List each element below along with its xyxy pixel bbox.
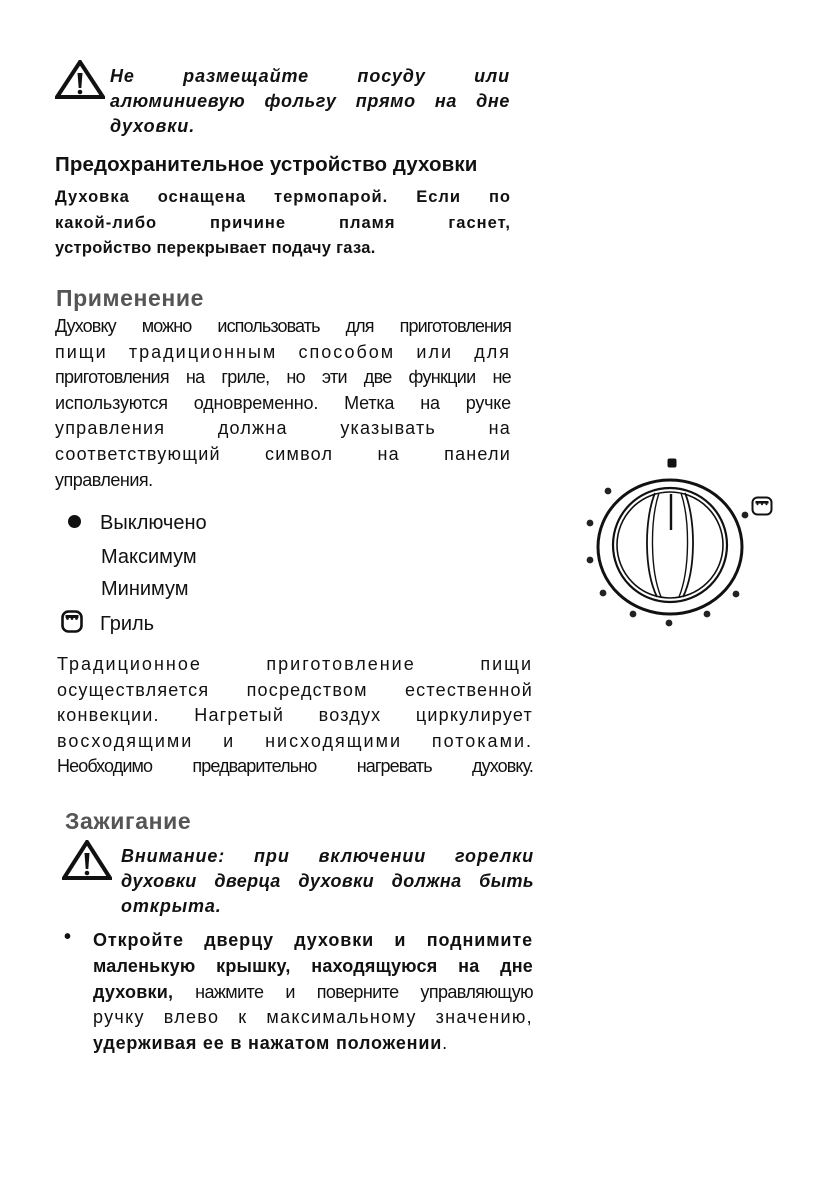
safety-line: устройство перекрывает подачу газа.	[55, 239, 376, 257]
warning-triangle-icon	[62, 840, 112, 880]
usage-paragraph	[55, 314, 511, 493]
usage-line: соответствующий символ на панели	[55, 443, 511, 464]
usage-line: используются одновременно. Метка на ручке	[55, 392, 511, 413]
usage-line: управления должна указывать на	[55, 418, 511, 439]
convection-paragraph	[57, 652, 533, 780]
filled-dot-icon	[68, 515, 81, 528]
convection-line: Необходимо предварительно нагревать духовку.	[57, 756, 533, 777]
step-line: Откройте дверцу духовки и поднимите	[93, 930, 533, 950]
warning-1-line: алюминиевую фольгу прямо на дне	[110, 91, 510, 111]
ignition-step	[62, 928, 537, 1068]
control-knob-diagram	[575, 450, 790, 635]
warning-block-1	[55, 60, 515, 140]
grill-marker-icon	[753, 498, 772, 515]
usage-line: управления.	[55, 469, 153, 490]
step-line	[93, 980, 533, 1006]
warning-block-2	[62, 840, 537, 920]
grill-icon	[61, 610, 83, 633]
warning-1-line: духовки.	[110, 116, 196, 136]
usage-line: пищи традиционным способом или для	[55, 341, 511, 362]
safety-heading: Предохранительное устройство духовки	[55, 153, 478, 176]
step-line: маленькую крышку, находящуюся на дне	[93, 955, 533, 976]
usage-heading: Применение	[56, 285, 205, 311]
legend-label-min: Минимум	[101, 578, 189, 600]
usage-line: приготовления на гриле, но эти две функции не	[55, 367, 511, 388]
convection-line: осуществляется посредством естественной	[57, 679, 533, 700]
convection-line: восходящими и нисходящими потоками.	[57, 730, 533, 751]
step-bold-text: духовки,	[93, 981, 174, 1002]
convection-line: Традиционное приготовление пищи	[57, 654, 533, 674]
step-line: ручку влево к максимальному значению,	[93, 1007, 533, 1028]
step-regular-text: нажмите и поверните управляющую	[173, 981, 533, 1002]
bullet-icon: •	[64, 926, 72, 948]
legend-label-max: Максимум	[101, 546, 197, 568]
off-marker-icon	[668, 459, 677, 468]
safety-paragraph	[55, 185, 511, 262]
knob-legend	[60, 508, 280, 638]
warning-1-line: Не размещайте посуду или	[110, 66, 510, 86]
warning-2-line: открыта.	[121, 896, 222, 916]
legend-label-grill: Гриль	[100, 613, 155, 635]
ignition-heading: Зажигание	[65, 808, 192, 834]
safety-line: какой-либо причине пламя гаснет,	[55, 213, 511, 232]
convection-line: конвекции. Нагретый воздух циркулирует	[57, 705, 533, 726]
step-bold-text: удерживая ее в нажатом положении	[93, 1033, 443, 1054]
legend-label-off: Выключено	[100, 512, 207, 534]
usage-line: Духовку можно использовать для приготовления	[55, 316, 511, 336]
safety-line: Духовка оснащена термопарой. Если по	[55, 188, 511, 206]
warning-triangle-icon	[55, 60, 105, 99]
step-regular-text: .	[442, 1033, 448, 1054]
warning-2-line: Внимание: при включении горелки	[121, 846, 534, 866]
warning-2-line: духовки дверца духовки должна быть	[121, 871, 534, 891]
step-line	[93, 1031, 533, 1057]
